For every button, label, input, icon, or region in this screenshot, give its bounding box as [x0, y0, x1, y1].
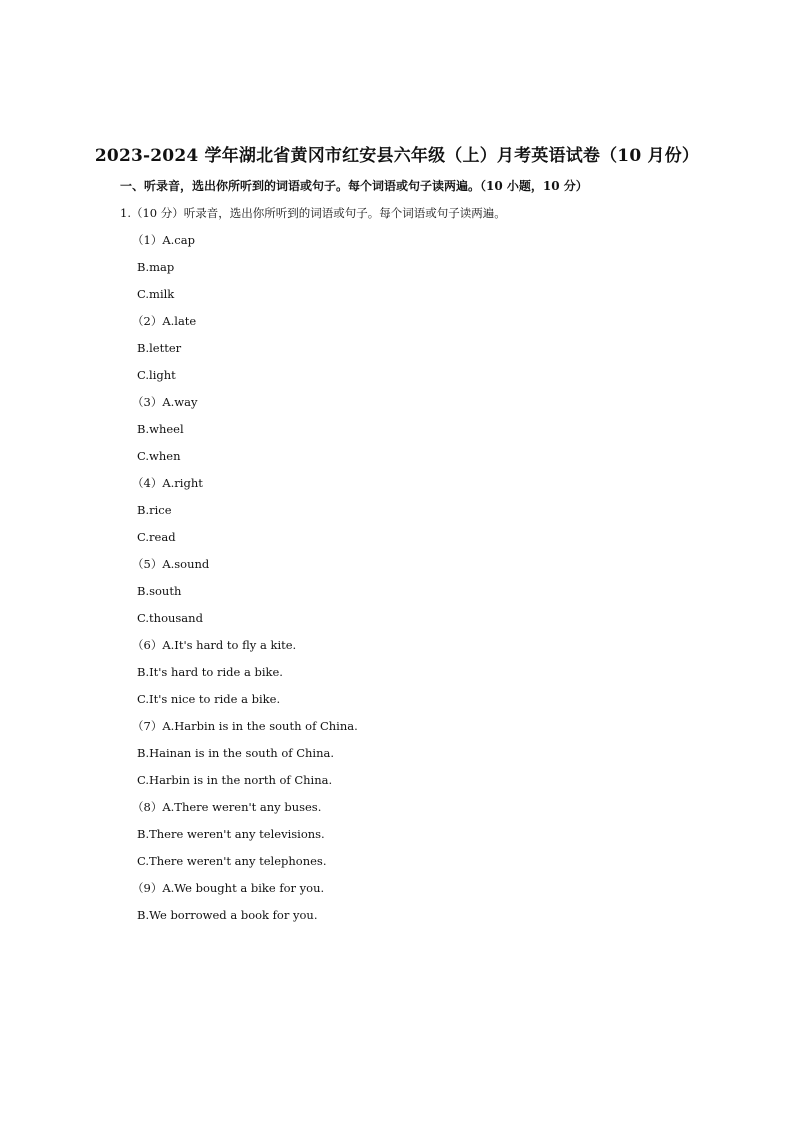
list-item: C.It's nice to ride a bike.	[137, 692, 281, 706]
page-title: 2023-2024 学年湖北省黄冈市红安县六年级（上）月考英语试卷（10 月份）	[94, 146, 700, 166]
list-item: C.There weren't any telephones.	[137, 854, 327, 868]
list-item: C.read	[137, 530, 176, 544]
list-item: B.There weren't any televisions.	[137, 827, 325, 841]
list-item: （5）A.sound	[132, 557, 210, 571]
list-item: （3）A.way	[132, 395, 198, 409]
list-item: （4）A.right	[132, 476, 203, 490]
list-item: B.letter	[137, 341, 182, 355]
list-item: B.map	[137, 260, 175, 274]
list-item: （1）A.cap	[132, 233, 195, 247]
list-item: B.wheel	[137, 422, 184, 436]
list-item: C.light	[137, 368, 176, 382]
list-item: （7）A.Harbin is in the south of China.	[132, 719, 358, 733]
list-item: C.milk	[137, 287, 175, 301]
list-item: B.It's hard to ride a bike.	[137, 665, 283, 679]
list-item: （6）A.It's hard to fly a kite.	[132, 638, 297, 652]
list-item: （9）A.We bought a bike for you.	[132, 881, 325, 895]
list-item: B.south	[137, 584, 182, 598]
list-item: C.Harbin is in the north of China.	[137, 773, 333, 787]
list-item: B.Hainan is in the south of China.	[137, 746, 335, 760]
list-item: B.We borrowed a book for you.	[137, 908, 318, 922]
list-item: （2）A.late	[132, 314, 197, 328]
list-item: B.rice	[137, 503, 172, 517]
list-item: C.when	[137, 449, 181, 463]
section-heading: 一、听录音，选出你所听到的词语或句子。每个词语或句子读两遍。（10 小题，10 分）	[120, 179, 588, 193]
list-item: C.thousand	[137, 611, 203, 625]
question-stem: 1.（10 分）听录音，选出你所听到的词语或句子。每个词语或句子读两遍。	[120, 206, 506, 220]
list-item: （8）A.There weren't any buses.	[132, 800, 322, 814]
